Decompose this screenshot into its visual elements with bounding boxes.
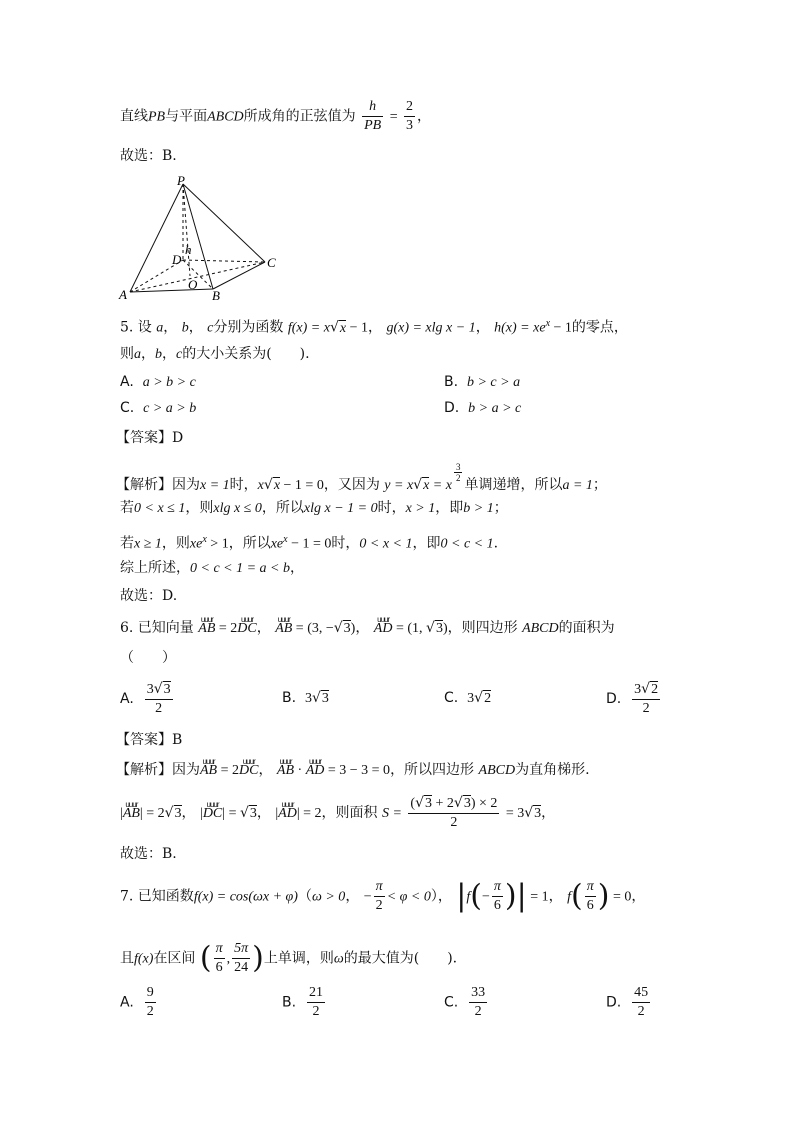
- text: ，则: [185, 500, 214, 516]
- text: ，则面积: [321, 805, 378, 821]
- math: x ≥ 1: [134, 536, 162, 552]
- q5-analysis-2: [120, 498, 508, 519]
- label-b: B: [212, 288, 220, 303]
- math: − 1: [550, 320, 572, 336]
- text: ，: [631, 888, 646, 905]
- math: a: [134, 347, 141, 362]
- text: ，: [256, 805, 271, 821]
- math: S =: [381, 806, 402, 821]
- q6-paren: （ ）: [120, 650, 176, 666]
- text: 因为: [172, 477, 200, 493]
- text: 时，: [377, 500, 406, 516]
- math: xe: [270, 536, 284, 552]
- exponent-fraction: 3 2: [455, 462, 461, 483]
- q6-option-b[interactable]: B. 3√3: [282, 690, 329, 706]
- option-coef: 3: [467, 691, 475, 706]
- math: x: [273, 478, 281, 493]
- label-a: A: [119, 287, 127, 302]
- text: 则: [120, 346, 134, 362]
- label-h: h: [185, 242, 192, 257]
- text: ，: [417, 108, 432, 125]
- math: < φ < 0: [386, 889, 431, 905]
- option-fraction: $\frac{21}{2}$: [308, 985, 323, 1019]
- math: x: [283, 534, 288, 545]
- math: − 1 = 0: [280, 478, 324, 493]
- math: xe: [189, 536, 203, 552]
- math: xlg x ≤ 0: [213, 501, 262, 516]
- math: ABCD: [522, 621, 559, 636]
- text: 的最大值为( ).: [343, 950, 458, 967]
- math: a: [156, 320, 164, 336]
- text: ，所以: [228, 535, 271, 552]
- text: ，: [141, 346, 155, 362]
- math: x: [339, 320, 347, 336]
- math: ω > 0: [311, 889, 346, 905]
- math: b: [155, 347, 162, 362]
- vector: uuur AB: [123, 804, 140, 824]
- text: 【解析】: [116, 762, 172, 778]
- math: = 2: [215, 621, 238, 636]
- text: ，所以: [261, 500, 304, 516]
- q6-analysis-2: |uuur AB| = 2√3， |uuur DC| = √3， |uuur AD| = 2，则面积 S = $\frac{(√3 + 2√3) \times 2}{2}$ = 3√3，: [120, 794, 555, 832]
- q5-answer: 【答案】D: [116, 430, 184, 446]
- text: ，则: [161, 535, 190, 552]
- q5-analysis-3: [120, 530, 498, 555]
- fraction: $\frac{\pi}{6}$: [586, 879, 594, 913]
- option-label: C.: [120, 400, 135, 416]
- math: = 3: [505, 806, 525, 821]
- label-d: D: [172, 252, 182, 267]
- math: > 1: [206, 536, 229, 552]
- text: 与平面: [165, 108, 208, 125]
- math: f: [466, 889, 471, 905]
- text: ；: [592, 477, 607, 493]
- text: ，: [163, 319, 178, 336]
- option-fraction: $\frac{33}{2}$: [471, 985, 486, 1019]
- area-fraction: $\frac{(√3 + 2√3) \times 2}{2}$: [410, 795, 498, 830]
- text: ；: [493, 500, 508, 516]
- text: 因为: [172, 762, 200, 778]
- math: f(x) = cos(ωx + φ): [193, 889, 298, 905]
- fraction: $\frac{5\pi}{24}$: [234, 941, 249, 975]
- option-label: D.: [606, 691, 622, 707]
- q7-option-c[interactable]: [444, 984, 489, 1021]
- math: ): [350, 621, 356, 636]
- math: c: [176, 347, 183, 362]
- question-7-stem: 7. 已知函数f(x) = cos(ωx + φ)（ω > 0， − $\frac{\pi}{2}$ < φ < 0）， |f(− $\frac{\pi}{6}$ )| = 1， f( $\frac{\pi}{6}$ ) = 0，: [120, 878, 646, 914]
- q6-option-c[interactable]: C. 3√2: [444, 690, 492, 706]
- vector: uuur DC: [239, 761, 258, 781]
- text: ，: [475, 319, 490, 336]
- q5-option-a[interactable]: [120, 374, 196, 391]
- fraction: $\frac{h}{PB}$: [364, 99, 382, 133]
- text: 若: [120, 535, 134, 552]
- math: ·: [294, 763, 306, 778]
- math: xlg x − 1 = 0: [303, 501, 378, 516]
- text: ，: [256, 620, 271, 636]
- text: 的大小关系为( ).: [182, 346, 310, 362]
- math: g(x) = xlg x − 1: [386, 320, 476, 336]
- math: h(x) = xe: [494, 320, 546, 336]
- math: 3: [343, 621, 351, 636]
- text: 若: [120, 500, 134, 516]
- text: ），: [430, 888, 452, 905]
- vector: uuur AB: [198, 619, 215, 639]
- math: = 2: [217, 763, 240, 778]
- text: 时，: [331, 535, 360, 552]
- math: = 0: [609, 889, 632, 905]
- q5-choice: 故选：D.: [120, 588, 178, 604]
- text: 时，: [229, 477, 258, 493]
- text: ，即: [412, 535, 441, 552]
- conclusion-line: [120, 98, 431, 135]
- option-label: A.: [120, 691, 134, 707]
- text: ，: [290, 560, 305, 576]
- text: 7. 已知函数: [120, 888, 194, 905]
- math: a = 1: [562, 478, 593, 493]
- math: ABCD: [207, 109, 244, 125]
- vector: uuur AD: [278, 804, 297, 824]
- option-label: B.: [444, 374, 459, 390]
- q5-option-b[interactable]: [444, 374, 520, 391]
- choice-line: 故选：B.: [120, 148, 177, 164]
- text: 5. 设: [120, 319, 152, 336]
- q6-choice: 故选：B.: [120, 846, 177, 862]
- q6-analysis-1: [116, 760, 590, 781]
- q6-option-d[interactable]: [606, 680, 662, 718]
- math: 0 < c < 1: [440, 536, 494, 552]
- text: ，: [541, 805, 556, 821]
- math: c: [207, 320, 214, 336]
- fraction: $\frac{\pi}{2}$: [375, 879, 383, 913]
- option-coef: 3: [304, 691, 312, 706]
- option-label: A.: [120, 994, 134, 1011]
- text: ，: [162, 346, 176, 362]
- text: （: [297, 888, 312, 905]
- q6-option-a[interactable]: [120, 680, 175, 718]
- vector: uuur AB: [200, 761, 217, 781]
- text: 所成角的正弦值为: [243, 108, 356, 125]
- text: 直线: [120, 108, 148, 125]
- text: ，又因为: [323, 477, 380, 493]
- vector: uuur AD: [306, 761, 325, 781]
- option-fraction: $\frac{3√2}{2}$: [634, 681, 659, 716]
- question-5-stem-2: [120, 344, 310, 365]
- math: x > 1: [405, 501, 436, 516]
- text: 且: [120, 950, 134, 967]
- text: 的面积为: [558, 620, 615, 636]
- math: | = 2: [139, 806, 165, 821]
- q7-option-a[interactable]: [120, 984, 158, 1021]
- option-label: A.: [120, 374, 134, 390]
- math: − 1 = 0: [287, 536, 332, 552]
- option-fraction: $\frac{9}{2}$: [146, 985, 154, 1019]
- q7-option-d[interactable]: [606, 984, 652, 1021]
- text: ，: [181, 805, 196, 821]
- option-label: B.: [282, 690, 297, 706]
- math: ω: [333, 951, 344, 967]
- vector: uuur AB: [277, 761, 294, 781]
- text: ，: [367, 319, 382, 336]
- math: ABCD: [478, 763, 516, 778]
- math: | = 2: [296, 806, 322, 821]
- math: x = 1: [200, 478, 230, 493]
- math: 0 < c < 1 = a < b: [190, 561, 291, 576]
- option-expr: b > a > c: [468, 401, 522, 416]
- q5-analysis-1: 【解析】因为x = 1时，x√x − 1 = 0，又因为 y = x√x = x $^{\frac{3}{2}}$ 单调递增，所以a = 1；: [116, 462, 607, 493]
- text: ，: [258, 762, 273, 778]
- option-expr: b > c > a: [466, 375, 521, 390]
- vector: uuur AB: [275, 619, 292, 639]
- text: ，所以四边形: [390, 762, 475, 778]
- math: ): [442, 621, 448, 636]
- text: 分别为函数: [213, 319, 284, 336]
- option-label: C.: [444, 690, 459, 706]
- q6-answer: 【答案】B: [116, 732, 183, 748]
- question-5-stem: 5. 设 a， b， c分别为函数 f(x) = x√x − 1， g(x) = xlg x − 1， $h(x) = xe^x - 1$的零点，: [120, 318, 628, 336]
- question-6-stem: 6. 已知向量 uuur AB = 2uuur DC， uuur AB = (3, −√3)， uuur AD = (1, √3)，则四边形 ABCD的面积为: [120, 618, 615, 639]
- math: = 3 − 3 = 0: [324, 763, 391, 778]
- q7-option-b[interactable]: [282, 984, 327, 1021]
- option-expr: a > b > c: [142, 375, 196, 390]
- math: = (3, −: [292, 621, 334, 636]
- math: = x: [429, 478, 452, 493]
- vector: uuur DC: [237, 619, 256, 639]
- text: 【解析】: [116, 477, 172, 493]
- option-rad: 3: [321, 691, 329, 706]
- math: PB: [148, 109, 166, 125]
- math: −: [363, 889, 372, 905]
- text: ，: [355, 620, 370, 636]
- q5-option-d[interactable]: [444, 400, 521, 417]
- math: = 1: [526, 889, 549, 905]
- math: | =: [222, 806, 240, 821]
- vector: uuur DC: [203, 804, 222, 824]
- fraction: $\frac{\pi}{6}$: [493, 879, 501, 913]
- text: 单调递增，所以: [464, 477, 563, 493]
- text: 上单调，则: [263, 950, 334, 967]
- vector: uuur AD: [374, 619, 393, 639]
- text: 综上所述，: [120, 560, 190, 576]
- math: x: [202, 534, 207, 545]
- math: f(x) = x: [287, 320, 330, 336]
- text: ，: [188, 319, 203, 336]
- text: 在区间: [153, 950, 196, 967]
- question-7-stem-2: 且f(x)在区间 ( $\frac{\pi}{6}$ , $\frac{5\pi}{24}$ )上单调，则ω的最大值为( ).: [120, 940, 458, 976]
- math: − 1: [346, 320, 368, 336]
- math: 3: [249, 806, 257, 821]
- math: f: [567, 889, 571, 905]
- math: 3: [534, 806, 542, 821]
- math: x: [545, 318, 551, 329]
- math: b > 1: [463, 501, 494, 516]
- math: = (1,: [392, 621, 427, 636]
- math: 3: [174, 806, 182, 821]
- fraction: $\frac{2}{3}$: [406, 99, 414, 133]
- option-label: B.: [282, 994, 297, 1011]
- option-rad: 2: [484, 691, 492, 706]
- option-label: D.: [606, 994, 622, 1011]
- math: x: [423, 478, 430, 493]
- math: =: [389, 109, 398, 125]
- text: 为直角梯形.: [515, 762, 590, 778]
- label-c: C: [267, 255, 276, 270]
- text: ，则四边形: [447, 620, 518, 636]
- text: ，: [548, 888, 563, 905]
- option-label: D.: [444, 400, 460, 416]
- math: 3: [435, 621, 443, 636]
- math: 0 < x ≤ 1: [134, 501, 186, 516]
- option-label: C.: [444, 994, 459, 1011]
- math: f(x): [134, 951, 154, 967]
- math: b: [181, 320, 189, 336]
- math: y = x: [384, 478, 414, 493]
- option-fraction: $\frac{3√3}{2}$: [146, 681, 171, 716]
- q5-analysis-4: [120, 558, 304, 579]
- q5-option-c[interactable]: [120, 400, 196, 417]
- label-o: O: [188, 277, 198, 292]
- math: 0 < x < 1: [359, 536, 413, 552]
- math: x: [257, 478, 264, 493]
- math: −: [482, 889, 490, 905]
- text: 6. 已知向量: [120, 620, 194, 636]
- text: ，: [345, 888, 360, 905]
- text: ，即: [435, 500, 464, 516]
- fraction: $\frac{\pi}{6}$: [215, 941, 223, 975]
- option-fraction: $\frac{45}{2}$: [634, 985, 649, 1019]
- option-expr: c > a > b: [143, 401, 197, 416]
- text: .: [493, 535, 499, 552]
- text: 的零点，: [571, 319, 628, 336]
- pyramid-figure: [115, 172, 285, 304]
- label-p: P: [177, 173, 185, 188]
